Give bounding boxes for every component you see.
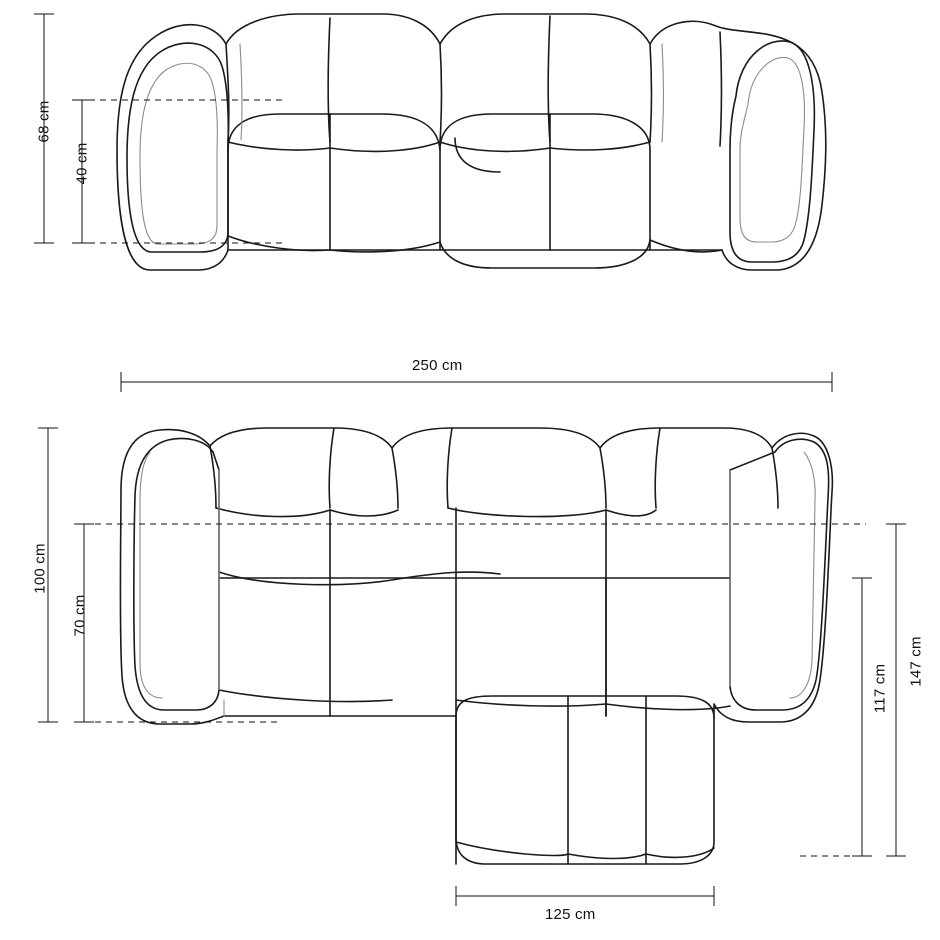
dimension-label-chaise-depth-total: 147 cm xyxy=(907,636,925,687)
top-view-detail-lines xyxy=(140,452,815,716)
dimension-label-seat-height: 40 cm xyxy=(73,142,91,185)
front-view-outline xyxy=(117,14,826,270)
dimension-label-chaise-depth-inner: 117 cm xyxy=(871,663,889,714)
dimension-label-chaise-width: 125 cm xyxy=(545,906,596,923)
dimension-label-width-total: 250 cm xyxy=(412,357,463,374)
dimension-label-seat-depth: 70 cm xyxy=(71,594,89,637)
dimension-label-height-total: 68 cm xyxy=(35,100,53,143)
front-view-dimensions xyxy=(34,14,286,243)
dimension-label-depth-total: 100 cm xyxy=(31,543,49,594)
top-view-outline xyxy=(120,428,832,864)
